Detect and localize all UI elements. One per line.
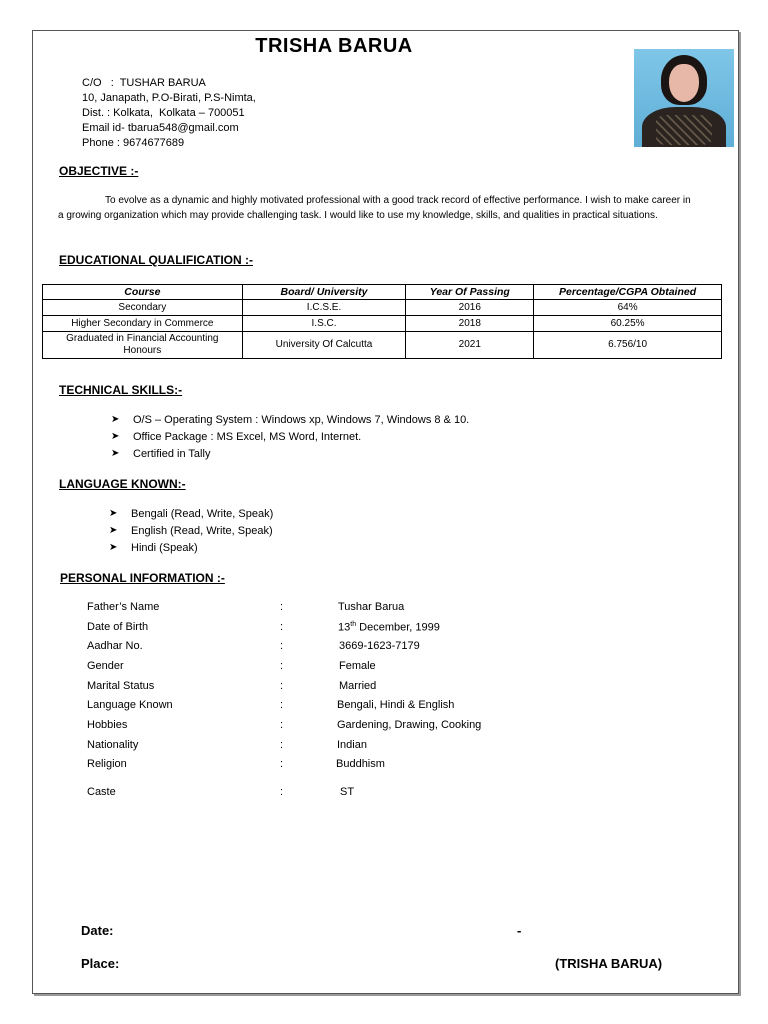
arrow-bullet-icon: ➤ [109, 525, 118, 536]
list-item: ➤ Office Package : MS Excel, MS Word, Internet. [111, 430, 362, 443]
table-cell: 60.25% [534, 316, 722, 332]
objective-text: To evolve as a dynamic and highly motivated professional with a good track record of effective performance. I wish to make career in a growing organization which may provide challenging task. I would like to use my knowledge, skills, and qualities in practical situations. [58, 195, 691, 221]
contact-line: Email id- tbarua548@gmail.com [82, 122, 239, 134]
info-label: Marital Status [87, 680, 155, 692]
column-header: Percentage/CGPA Obtained [534, 285, 722, 300]
list-item: ➤ Hindi (Speak) [109, 541, 198, 554]
info-colon: : [280, 621, 284, 633]
contact-line: 10, Janapath, P.O-Birati, P.S-Nimta, [82, 92, 256, 104]
table-header-row [43, 285, 722, 300]
technical-skills-list [111, 411, 469, 462]
info-value: Buddhism [336, 758, 385, 770]
list-item: ➤ Bengali (Read, Write, Speak) [109, 507, 274, 520]
info-label: Nationality [87, 739, 139, 751]
info-value: ST [340, 786, 355, 798]
date-label: Date: [81, 923, 114, 938]
info-colon: : [280, 786, 284, 798]
table-cell: 2016 [406, 300, 534, 316]
objective-heading: OBJECTIVE :- [59, 164, 139, 178]
info-colon: : [280, 640, 284, 652]
arrow-bullet-icon: ➤ [111, 414, 120, 425]
table-cell: 64% [534, 300, 722, 316]
profile-photo [634, 49, 734, 147]
table-cell: 6.756/10 [534, 332, 722, 359]
info-label: Father’s Name [87, 601, 160, 613]
info-value: 3669-1623-7179 [339, 640, 420, 652]
table-cell: University Of Calcutta [242, 332, 406, 359]
column-header: Course [43, 285, 243, 300]
info-colon: : [280, 601, 284, 613]
signature-name: (TRISHA BARUA) [555, 956, 663, 971]
info-value: Gardening, Drawing, Cooking [337, 719, 482, 731]
candidate-name: TRISHA BARUA [255, 35, 413, 57]
table-row [43, 300, 722, 316]
column-header: Board/ University [242, 285, 406, 300]
table-cell: Higher Secondary in Commerce [43, 316, 243, 332]
info-label: Language Known [87, 699, 173, 711]
info-label: Aadhar No. [87, 640, 143, 652]
table-cell: I.C.S.E. [242, 300, 406, 316]
list-item: ➤ English (Read, Write, Speak) [109, 524, 273, 537]
info-value: 13th December, 1999 [338, 621, 440, 634]
info-value: Female [339, 660, 376, 672]
info-value: Married [339, 680, 377, 692]
info-label: Hobbies [87, 719, 128, 731]
info-colon: : [280, 719, 284, 731]
table-cell: 2018 [406, 316, 534, 332]
language-heading: LANGUAGE KNOWN:- [59, 477, 186, 491]
arrow-bullet-icon: ➤ [111, 431, 120, 442]
info-label: Gender [87, 660, 124, 672]
personal-info-heading: PERSONAL INFORMATION :- [60, 571, 225, 585]
table-row [43, 332, 722, 359]
info-label: Religion [87, 758, 127, 770]
list-item: ➤ Certified in Tally [111, 447, 211, 460]
language-list [109, 505, 273, 556]
place-label: Place: [81, 956, 120, 971]
info-value: Indian [337, 739, 367, 751]
education-heading: EDUCATIONAL QUALIFICATION :- [59, 253, 253, 267]
arrow-bullet-icon: ➤ [111, 448, 120, 459]
info-label: Date of Birth [87, 621, 149, 633]
info-value: Bengali, Hindi & English [337, 699, 455, 711]
table-cell: Secondary [43, 300, 243, 316]
table-cell: I.S.C. [242, 316, 406, 332]
table-row [43, 316, 722, 332]
info-colon: : [280, 680, 284, 692]
arrow-bullet-icon: ➤ [109, 508, 118, 519]
info-value: Tushar Barua [338, 601, 405, 613]
table-cell: Graduated in Financial Accounting Honours [43, 332, 243, 359]
contact-block [82, 76, 256, 151]
contact-line: Dist. : Kolkata, Kolkata – 700051 [82, 107, 245, 119]
info-colon: : [280, 758, 284, 770]
date-dash: - [517, 923, 522, 938]
education-table [42, 284, 722, 359]
contact-line: Phone : 9674677689 [82, 137, 185, 149]
technical-skills-heading: TECHNICAL SKILLS:- [59, 383, 183, 397]
info-colon: : [280, 699, 284, 711]
table-cell: 2021 [406, 332, 534, 359]
info-colon: : [280, 660, 284, 672]
arrow-bullet-icon: ➤ [109, 542, 118, 553]
column-header: Year Of Passing [406, 285, 534, 300]
info-label: Caste [87, 786, 116, 798]
list-item: ➤ O/S – Operating System : Windows xp, Windows 7, Windows 8 & 10. [111, 413, 470, 426]
contact-line: C/O : TUSHAR BARUA [82, 77, 206, 89]
info-colon: : [280, 739, 284, 751]
